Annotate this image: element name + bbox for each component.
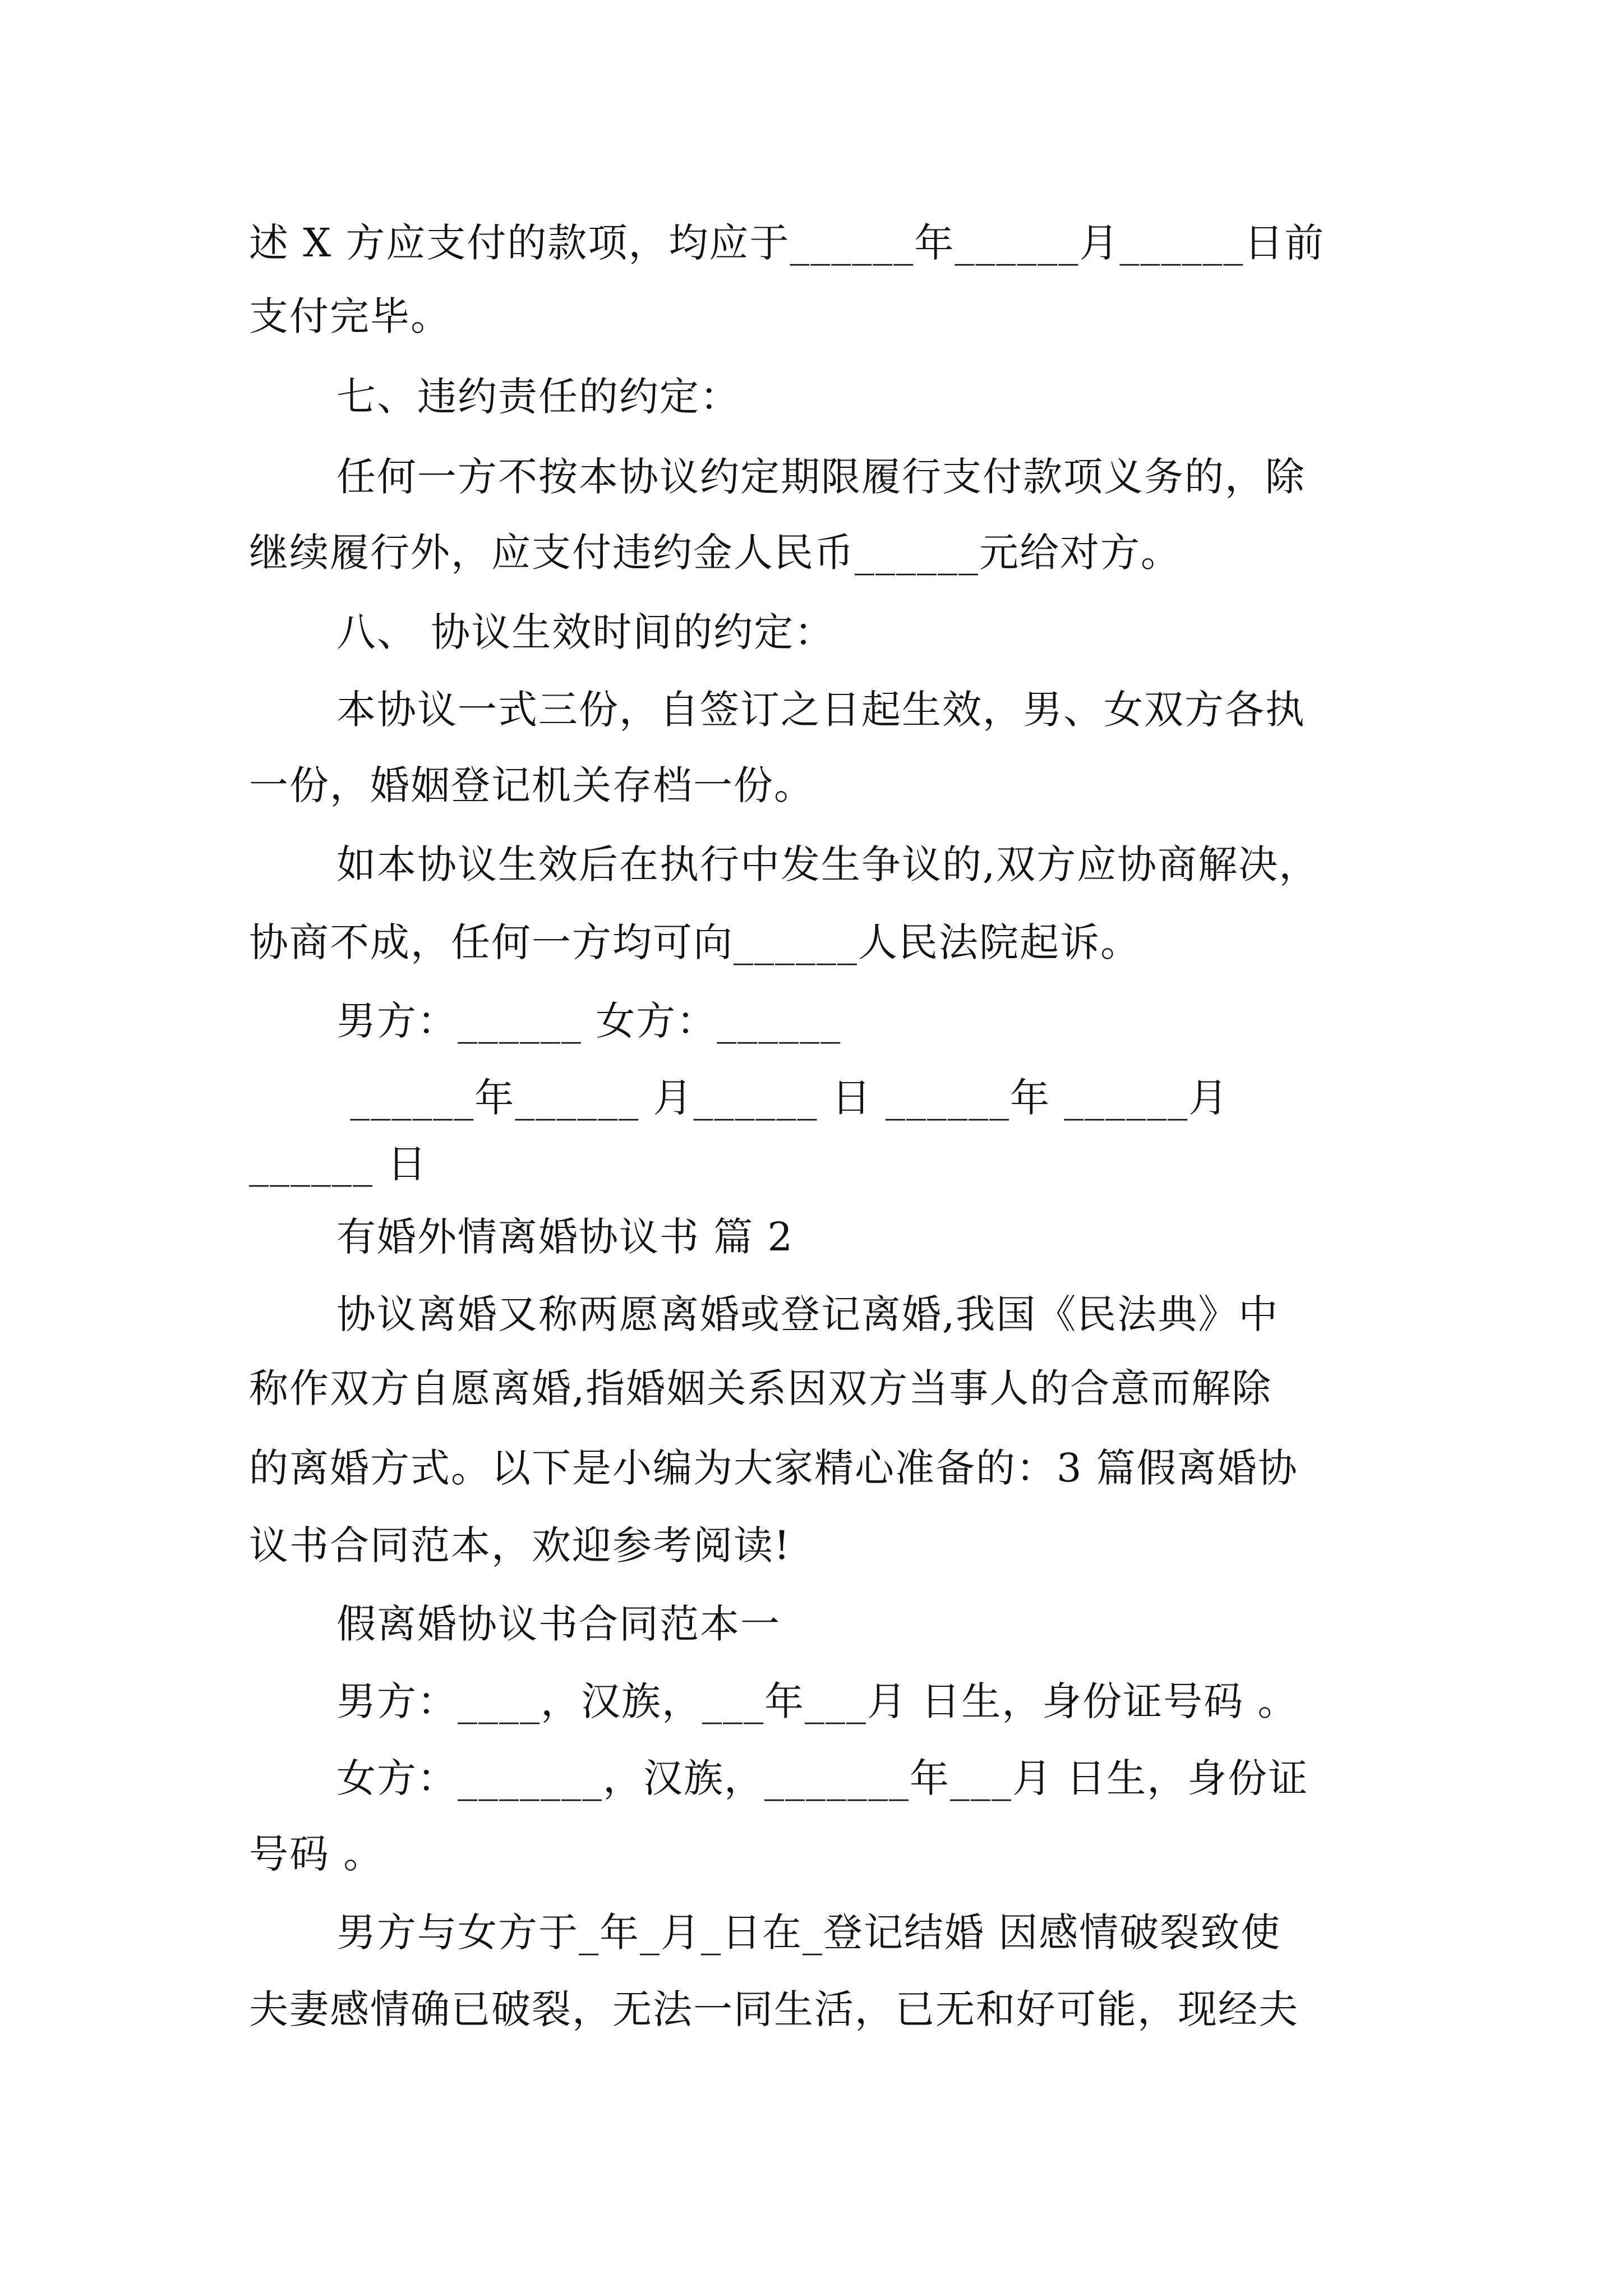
- text-line: 协议离婚又称两愿离婚或登记离婚,我国《民法典》中: [336, 1291, 1279, 1337]
- text-line: 协商不成，任何一方均可向______人民法院起诉。: [249, 919, 1141, 965]
- section-heading: 有婚外情离婚协议书 篇 2: [336, 1214, 794, 1260]
- text-line: 议书合同范本，欢迎参考阅读!: [249, 1522, 791, 1568]
- text-line: 的离婚方式。以下是小编为大家精心准备的：3 篇假离婚协: [249, 1445, 1298, 1491]
- text-line: 一份，婚姻登记机关存档一份。: [249, 762, 814, 808]
- text-line: 本协议一式三份，自签订之日起生效，男、女双方各执: [336, 687, 1306, 733]
- text-line: 七、违约责任的约定：: [336, 374, 740, 420]
- text-line: 夫妻感情确已破裂，无法一同生活，已无和好可能，现经夫: [249, 1986, 1299, 2032]
- text-line: 女方：_______，汉族，_______年___月 日生，身份证: [336, 1755, 1309, 1801]
- text-line: 述 X 方应支付的款项，均应于______年______月______日前: [249, 220, 1325, 266]
- text-line: ______ 日: [249, 1141, 428, 1187]
- text-line: 继续履行外，应支付违约金人民币______元给对方。: [249, 530, 1181, 576]
- text-line: 如本协议生效后在执行中发生争议的,双方应协商解决，: [336, 841, 1320, 887]
- text-line: 号码 。: [249, 1831, 384, 1877]
- text-line: 男方：____，汉族，___年___月 日生，身份证号码 。: [336, 1678, 1298, 1724]
- text-line: 男方：______ 女方：______: [336, 998, 842, 1044]
- text-line: 假离婚协议书合同范本一: [336, 1601, 781, 1647]
- text-line: 支付完毕。: [249, 293, 451, 339]
- text-line: 男方与女方于_年_月_日在_登记结婚 因感情破裂致使: [336, 1910, 1281, 1955]
- text-line: 称作双方自愿离婚,指婚姻关系因双方当事人的合意而解除: [249, 1365, 1272, 1411]
- text-line: 八、 协议生效时间的约定：: [336, 609, 835, 655]
- text-line: 任何一方不按本协议约定期限履行支付款项义务的，除: [336, 454, 1306, 500]
- text-line: ______年______ 月______ 日 ______年 ______月: [336, 1075, 1229, 1121]
